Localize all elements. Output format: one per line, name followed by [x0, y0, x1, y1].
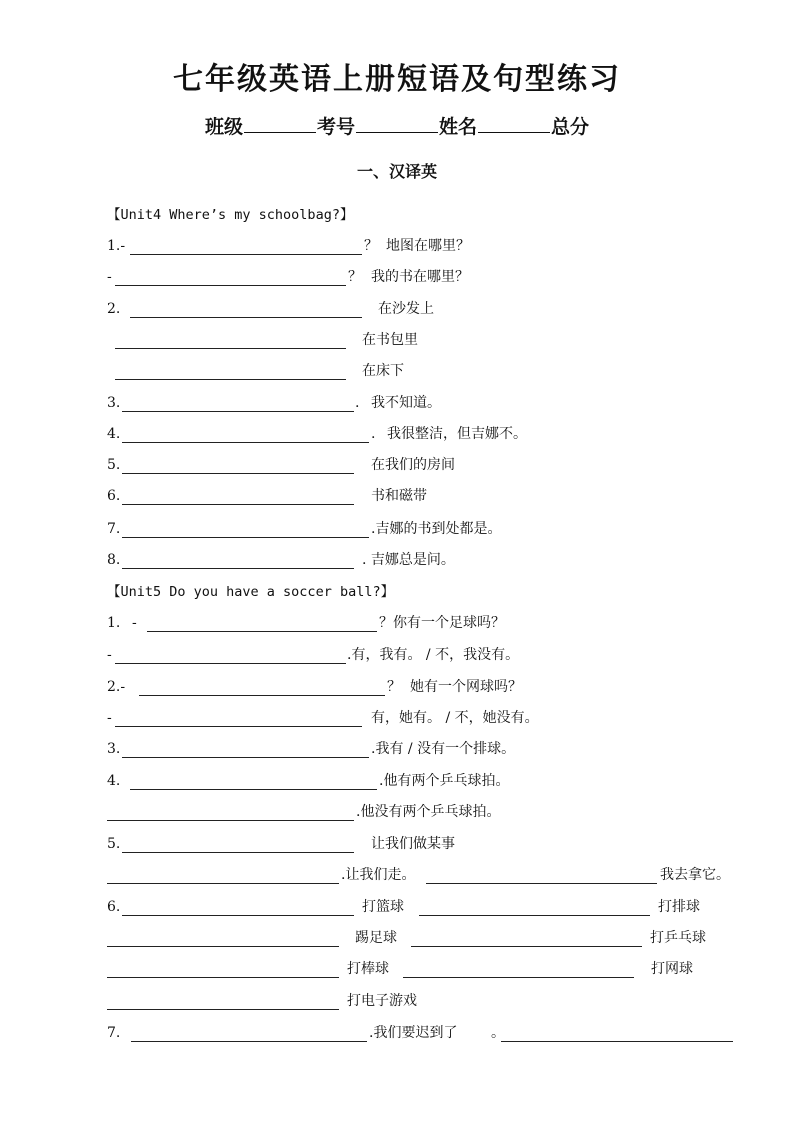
list-item	[0, 801, 794, 823]
item-punct: .	[355, 395, 360, 411]
answer-blank[interactable]	[107, 883, 339, 884]
list-item	[0, 676, 794, 698]
list-item	[0, 298, 794, 320]
answer-blank[interactable]	[122, 473, 354, 474]
list-item	[0, 423, 794, 445]
class-blank[interactable]	[244, 110, 316, 133]
chinese-prompt: .他没有两个乒乓球拍。	[356, 804, 501, 820]
list-item	[0, 644, 794, 666]
item-number: 8.	[107, 552, 121, 568]
list-item	[0, 549, 794, 571]
item-number: 4.	[107, 773, 121, 789]
list-item	[0, 612, 794, 634]
chinese-prompt: 打棒球	[347, 961, 389, 977]
chinese-prompt: 我很整洁，但吉娜不。	[387, 426, 527, 442]
chinese-prompt: 打乒乓球	[650, 930, 706, 946]
chinese-prompt: 打篮球	[362, 899, 404, 915]
item-number: -	[107, 710, 112, 726]
list-item	[0, 1022, 794, 1044]
item-dash: -	[132, 615, 137, 631]
list-item	[0, 235, 794, 257]
item-number: -	[107, 647, 112, 663]
answer-blank[interactable]	[147, 631, 377, 632]
list-item	[0, 518, 794, 540]
chinese-prompt: 打网球	[651, 961, 693, 977]
chinese-prompt: .有，我有。 / 不，我没有。	[347, 647, 520, 663]
chinese-prompt: 在书包里	[362, 332, 418, 348]
chinese-prompt: .我有 / 没有一个排球。	[371, 741, 516, 757]
list-item	[0, 454, 794, 476]
item-number: 7.	[107, 1025, 121, 1041]
answer-blank[interactable]	[139, 695, 385, 696]
chinese-prompt: 打排球	[658, 899, 700, 915]
item-number: 4.	[107, 426, 121, 442]
chinese-prompt: 在我们的房间	[371, 457, 455, 473]
answer-blank[interactable]	[107, 820, 354, 821]
unit4-heading: 【Unit4 Where’s my schoolbag?】	[107, 207, 354, 223]
student-info-line	[0, 110, 794, 141]
chinese-prompt: . 吉娜总是问。	[362, 552, 455, 568]
answer-blank[interactable]	[115, 726, 362, 727]
section-heading: 一、汉译英	[356, 162, 437, 181]
item-number: -	[107, 269, 112, 285]
list-item	[0, 360, 794, 382]
answer-blank[interactable]	[107, 1009, 339, 1010]
item-number: 5.	[107, 836, 121, 852]
chinese-prompt: 。	[491, 1025, 505, 1041]
answer-blank[interactable]	[115, 348, 346, 349]
chinese-prompt: ？你有一个足球吗？	[379, 615, 505, 631]
list-item	[0, 896, 794, 918]
unit5-heading-row	[0, 581, 794, 603]
chinese-prompt: 踢足球	[355, 930, 397, 946]
answer-blank[interactable]	[115, 285, 346, 286]
answer-blank[interactable]	[107, 946, 339, 947]
chinese-prompt: 有，她有。 / 不，她没有。	[371, 710, 539, 726]
number-blank[interactable]	[356, 110, 438, 133]
answer-blank[interactable]	[130, 317, 362, 318]
list-item	[0, 329, 794, 351]
list-item	[0, 266, 794, 288]
answer-blank[interactable]	[419, 915, 650, 916]
class-label: 班级	[204, 116, 243, 138]
item-number: 6.	[107, 488, 121, 504]
item-number: 2.	[107, 301, 121, 317]
answer-blank[interactable]	[122, 411, 354, 412]
chinese-prompt: 在床下	[362, 363, 404, 379]
item-punct: .	[371, 426, 376, 442]
item-number: 7.	[107, 521, 121, 537]
answer-blank[interactable]	[122, 757, 369, 758]
answer-blank[interactable]	[122, 852, 354, 853]
unit5-heading: 【Unit5 Do you have a soccer ball?】	[107, 584, 395, 600]
item-number: 3.	[107, 395, 121, 411]
chinese-prompt: .我们要迟到了	[369, 1025, 458, 1041]
chinese-prompt: 地图在哪里？	[386, 238, 470, 254]
name-label: 姓名	[439, 116, 478, 138]
chinese-prompt: 她有一个网球吗？	[410, 679, 522, 695]
answer-blank[interactable]	[122, 504, 354, 505]
list-item	[0, 864, 794, 886]
answer-blank[interactable]	[131, 1041, 367, 1042]
chinese-prompt: 书和磁带	[371, 488, 427, 504]
answer-blank[interactable]	[122, 537, 369, 538]
chinese-prompt: 让我们做某事	[371, 836, 455, 852]
answer-blank[interactable]	[115, 379, 346, 380]
list-item	[0, 770, 794, 792]
item-number: 2.-	[107, 679, 126, 695]
unit4-heading-row	[0, 204, 794, 226]
item-number: 6.	[107, 899, 121, 915]
answer-blank[interactable]	[107, 977, 339, 978]
answer-blank[interactable]	[122, 915, 354, 916]
item-number: 1.	[107, 615, 121, 631]
list-item	[0, 485, 794, 507]
name-blank[interactable]	[478, 110, 550, 133]
score-label: 总分	[551, 116, 590, 138]
answer-blank[interactable]	[115, 663, 346, 664]
item-punct: ？	[364, 238, 378, 254]
answer-blank[interactable]	[501, 1041, 733, 1042]
item-number: 3.	[107, 741, 121, 757]
list-item	[0, 738, 794, 760]
answer-blank[interactable]	[426, 883, 657, 884]
answer-blank[interactable]	[411, 946, 642, 947]
item-punct: ？	[348, 269, 362, 285]
item-punct: ？	[387, 679, 401, 695]
list-item	[0, 392, 794, 414]
answer-blank[interactable]	[122, 442, 369, 443]
list-item	[0, 958, 794, 980]
answer-blank[interactable]	[403, 977, 634, 978]
page-title: 七年级英语上册短语及句型练习	[173, 62, 621, 97]
chinese-prompt: 在沙发上	[378, 301, 434, 317]
chinese-prompt: 我不知道。	[371, 395, 441, 411]
list-item	[0, 927, 794, 949]
list-item	[0, 707, 794, 729]
chinese-prompt: 我的书在哪里？	[371, 269, 469, 285]
item-number: 5.	[107, 457, 121, 473]
answer-blank[interactable]	[122, 568, 354, 569]
answer-blank[interactable]	[130, 789, 377, 790]
chinese-prompt: 打电子游戏	[347, 993, 417, 1009]
chinese-prompt: 我去拿它。	[660, 867, 730, 883]
answer-blank[interactable]	[130, 254, 362, 255]
chinese-prompt: .他有两个乒乓球拍。	[379, 773, 510, 789]
item-number: 1.-	[107, 238, 126, 254]
chinese-prompt: .吉娜的书到处都是。	[371, 521, 502, 537]
chinese-prompt: .让我们走。	[341, 867, 416, 883]
list-item	[0, 833, 794, 855]
list-item	[0, 990, 794, 1012]
number-label: 考号	[316, 116, 355, 138]
